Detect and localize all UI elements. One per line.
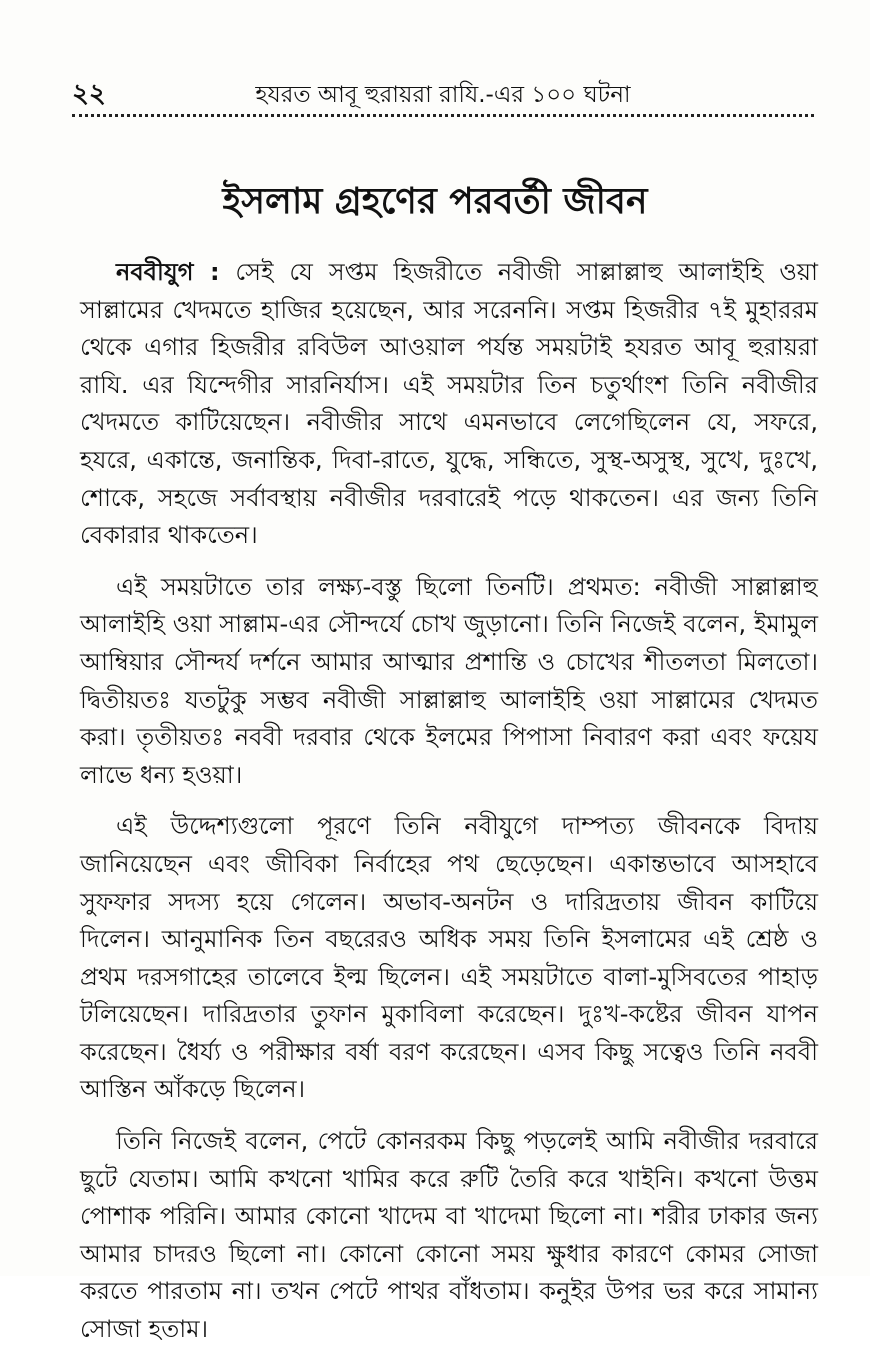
paragraph-4: তিনি নিজেই বলেন, পেটে কোনরকম কিছু পড়লেই আমি নবীজীর দরবারে ছুটে যেতাম। আমি কখনো খামির করে রুটি তৈরি করে খাইনি। কখনো উত্তম পোশাক পরিনি। আমার কোনো খাদেম বা খাদেমা ছিলো না। শরীর ঢাকার জন্য আমার চাদরও ছিলো না। কোনো কোনো সময় ক্ষুধার কারণে কোমর সোজা করতে পারতাম না। তখন পেটে পাথর বাঁধতাম। কনুইর উপর ভর করে সামান্য সোজা হতাম। xyxy=(80,1127,818,1344)
paragraph-3: এই উদ্দেশ্যগুলো পূরণে তিনি নবীযুগে দাম্পত্য জীবনকে বিদায় জানিয়েছেন এবং জীবিকা নির্বাহের পথ ছেড়েছেন। একান্তভাবে আসহাবে সুফফার সদস্য হয়ে গেলেন। অভাব-অনটন ও দারিদ্রতায় জীবন কাটিয়ে দিলেন। আনুমানিক তিন বছরেরও অধিক সময় তিনি ইসলামের এই শ্রেষ্ঠ ও প্রথম দরসগাহের তালেবে ইল্ম ছিলেন। এই সময়টাতে বালা-মুসিবতের পাহাড় টলিয়েছেন। দারিদ্রতার তুফান মুকাবিলা করেছেন। দুঃখ-কষ্টের জীবন যাপন করেছেন। ধৈর্য্য ও পরীক্ষার বর্ষা বরণ করেছেন। এসব কিছু সত্বেও তিনি নববী আস্তিন আঁকড়ে ছিলেন। xyxy=(80,812,818,1104)
page-header xyxy=(72,74,814,118)
running-title: হযরত আবূ হুরায়রা রাযি.-এর ১০০ ঘটনা xyxy=(255,82,631,108)
paragraph-2: এই সময়টাতে তার লক্ষ্য-বস্তু ছিলো তিনটি। প্রথমত: নবীজী সাল্লাল্লাহু আলাইহি ওয়া সাল্লাম-এর সৌন্দর্যে চোখ জুড়ানো। তিনি নিজেই বলেন, ইমামুল আম্বিয়ার সৌন্দর্য দর্শনে আমার আত্মার প্রশান্তি ও চোখের শীতলতা মিলতো। দ্বিতীয়তঃ যতটুকু সম্ভব নবীজী সাল্লাল্লাহু আলাইহি ওয়া সাল্লামের খেদমত করা। তৃতীয়তঃ নববী দরবার থেকে ইলমের পিপাসা নিবারণ করা এবং ফয়েয লাভে ধন্য হওয়া। xyxy=(80,572,818,789)
paragraph-1 xyxy=(80,254,818,555)
body-text xyxy=(80,254,818,1363)
dotted-header-rule xyxy=(72,114,814,117)
paragraph-lead: নববীযুগ : xyxy=(116,258,220,286)
paragraph-1-text: সেই যে সপ্তম হিজরীতে নবীজী সাল্লাল্লাহু আলাইহি ওয়া সাল্লামের খেদমতে হাজির হয়েছেন, আর সরেননি। সপ্তম হিজরীর ৭ই মুহাররম থেকে এগার হিজরীর রবিউল আওয়াল পর্যন্ত সময়টাই হযরত আবূ হুরায়রা রাযি. এর যিন্দেগীর সারনির্যাস। এই সময়টার তিন চতুর্থাংশ তিনি নবীজীর খেদমতে কাটিয়েছেন। নবীজীর সাথে এমনভাবে লেগেছিলেন যে, সফরে, হযরে, একান্তে, জনান্তিক, দিবা-রাতে, যুদ্ধে, সন্ধিতে, সুস্থ-অসুস্থ, সুখে, দুঃখে, শোকে, সহজে সর্বাবস্থায় নবীজীর দরবারেই পড়ে থাকতেন। এর জন্য তিনি বেকারার থাকতেন। xyxy=(80,258,818,550)
chapter-title: ইসলাম গ্রহণের পরবর্তী জীবন xyxy=(222,181,648,222)
page-number: ২২ xyxy=(72,79,106,109)
